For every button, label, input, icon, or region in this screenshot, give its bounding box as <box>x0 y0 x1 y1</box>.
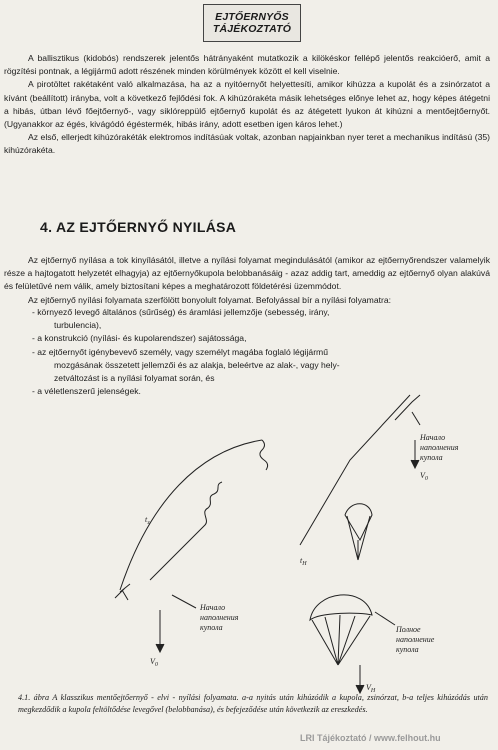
left-trajectory <box>120 440 262 590</box>
paragraph: A ballisztikus (kidobós) rendszerek jelentős hátrányaként mutatkozik a kilökéskor fellépő jelentős reakcióerő, amit a rögzítési pontnak, a légijármű adott részének minden körülmények között el kell viselnie. <box>4 53 490 77</box>
parachute-opening-figure <box>0 410 498 694</box>
full-label-2: наполнение <box>396 635 435 644</box>
figure-caption: 4.1. ábra A klasszikus mentőejtőernyő - elvi - nyílási folyamata. a-a nyitás után kihúzódik a kupola, zsinórzat, b-a teljes kihúzódás után megkezdődik a kupola feltöltődése levegővel (belobbanása), és befejeződése után következik az ereszkedés. <box>18 693 488 714</box>
paragraph: Az ejtőernyő nyílási folyamata szerfölött bonyolult folyamat. Befolyással bír a nyílási folyamatra: <box>28 294 392 305</box>
section-title: 4. AZ EJTŐERNYŐ NYILÁSA <box>40 219 237 235</box>
list-item-cont: mozgásának összetett jellemzői és az alakja, beleértve az alak-, vagy hely- <box>54 359 340 370</box>
full-canopy <box>310 595 372 620</box>
start-right-label-2: наполнения <box>420 443 459 452</box>
banner-line-1: EJTŐERNYŐS <box>215 11 289 23</box>
full-label-3: купола <box>396 645 419 654</box>
intro-text <box>4 52 490 158</box>
v0-right-label: $V_0$ <box>420 471 428 482</box>
list-item: - a véletlenszerű jelenségek. <box>32 386 141 397</box>
start-right-label-3: купола <box>420 453 443 462</box>
t-right-label: $t_H$ <box>300 556 307 567</box>
list-item-cont: zetváltozást is a nyílási folyamat során, és <box>54 373 215 384</box>
left-top-wiggle <box>260 440 268 470</box>
paragraph: A pirotöltet rakétaként való alkalmazása, ha az a nyitóernyőt helyettesíti, amikor kihúzza a kupolát és a zsinórzatot a kívánt (beállított) irányba, volt a következő fejlődési fok. A kihúzórakéta másik lehetséges előnye lehet az, hogy képes átégetni a hibás, útban lévő főejtőernyő-, vagy siklóreppülő ejtőernyő kupolát és az átégetett lyukon át kihúzni a mentőejtőernyőt. (Ugyanakkor az égés, kivágódó égéstermék, hibás irány, adott esetben igen káros lehet.) <box>4 79 490 130</box>
t-left-label: $t_з$ <box>145 515 150 526</box>
start-right-label-1: Начало <box>420 433 446 442</box>
full-canopy-lines <box>312 615 370 665</box>
list-item-cont: turbulencia), <box>54 320 102 331</box>
right-trajectory <box>300 395 410 545</box>
start-left-label-2: наполнения <box>200 613 239 622</box>
influence-list <box>32 306 492 398</box>
list-item: - az ejtőernyőt igénybevevő személy, vagy személyt magába foglaló légijármű <box>32 346 328 357</box>
footer-watermark: LRI Tájékoztató / www.felhout.hu <box>300 733 441 743</box>
paragraph: Az első, ellerjedt kihúzórakéták elektromos indításúak voltak, azonban napjainkban nyer teret a mechanikus indítású (35) kihúzórakéta. <box>4 132 490 156</box>
list-item: - a konstrukció (nyílási- és kupolarendszer) sajátossága, <box>32 333 247 344</box>
header-banner <box>203 4 301 42</box>
paragraph: Az ejtőernyő nyílása a tok kinyílásától, illetve a nyílási folyamat megindulásától (amikor az ejtőernyőrendszer valamelyik része a hajtogatott helyzetét elhagyja) az ejtőernyőkupola belobbanásáig - azaz addig tart, ameddig az ejtőernyő olyan alakúvá és felületűvé nem válik, amely biztosítani képes a meghatározott földetérési üzemmódot. <box>4 255 490 292</box>
full-label-1: Полное <box>396 625 421 634</box>
left-canopy-line <box>150 482 222 580</box>
vn-label: $V_H$ <box>366 683 376 694</box>
banner-line-2: TÁJÉKOZTATÓ <box>212 23 292 35</box>
list-item: - környező levegő általános (sűrűség) és áramlási jellemzője (sebesség, irány, <box>32 307 330 317</box>
start-left-label-3: купола <box>200 623 223 632</box>
left-jumper <box>115 584 130 600</box>
start-left-label-1: Начало <box>200 603 226 612</box>
v0-left-label: $V_0$ <box>150 657 158 668</box>
section-text <box>4 254 490 307</box>
